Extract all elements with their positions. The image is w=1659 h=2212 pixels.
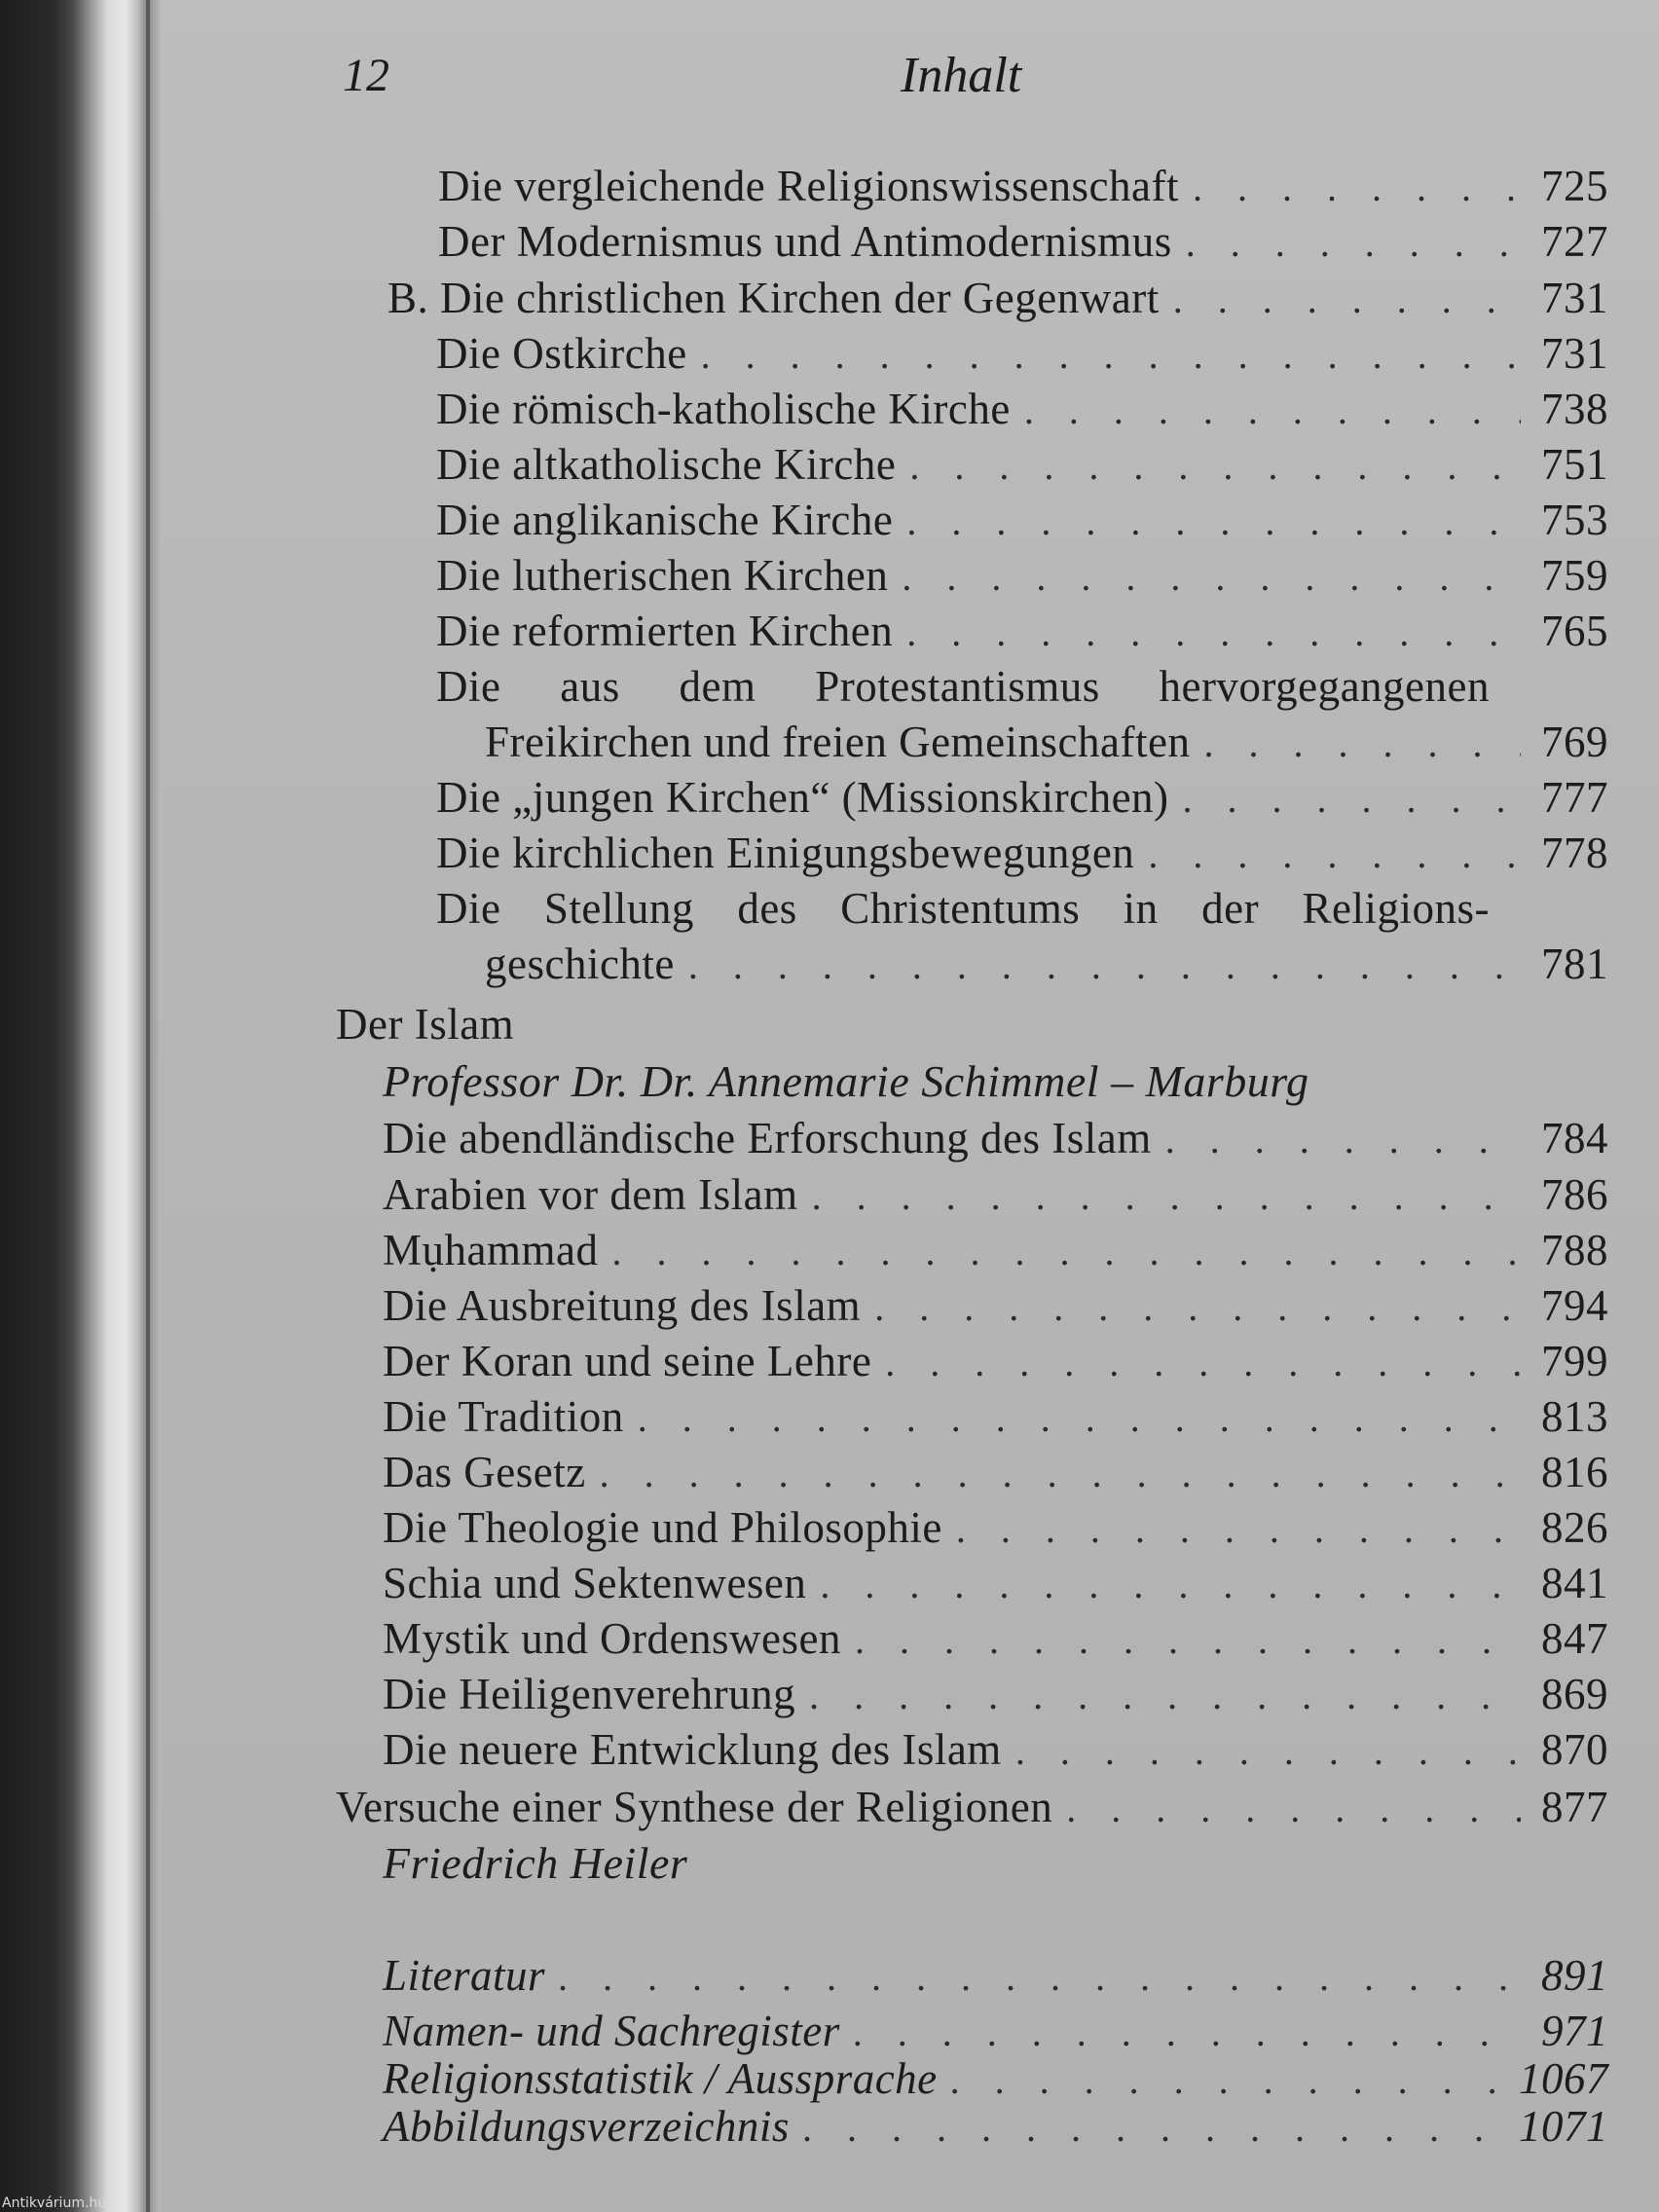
leader-dots	[1183, 772, 1521, 827]
toc-entry-title: Die Theologie und Philosophie	[383, 1503, 942, 1552]
toc-entry	[485, 715, 1608, 769]
chapter-heading: Der Islam	[336, 1000, 515, 1049]
toc-entry-title: Arabien vor dem Islam	[383, 1170, 798, 1219]
toc-entry-page: 870	[1541, 1725, 1608, 1774]
toc-entry	[383, 1556, 1608, 1610]
leader-dots	[600, 1447, 1521, 1501]
toc-entry-title: Der Modernismus und Antimodernismus	[438, 217, 1172, 266]
toc-entry-page: 891	[1541, 1951, 1608, 2000]
toc-entry-title: Die abendländische Erforschung des Islam	[383, 1114, 1152, 1162]
toc-entry-page: 759	[1541, 551, 1608, 600]
chapter-author: Friedrich Heiler	[383, 1838, 688, 1888]
toc-entry-page: 786	[1541, 1170, 1608, 1219]
page-title: Inhalt	[901, 48, 1022, 103]
toc-entry-title: Versuche einer Synthese der Religionen	[336, 1783, 1053, 1831]
watermark: Antikvárium.hu	[2, 2195, 107, 2211]
toc-appendix-entry	[383, 2099, 1608, 2154]
toc-entry-page: 826	[1541, 1503, 1608, 1552]
toc-entry-page: 725	[1541, 162, 1608, 210]
toc-entry	[383, 1389, 1608, 1444]
toc-entry-title: Religionsstatistik / Aussprache	[383, 2054, 938, 2103]
leader-dots	[1173, 273, 1521, 327]
toc-entry	[436, 770, 1608, 825]
toc-entry	[438, 159, 1608, 213]
leader-dots	[1193, 161, 1521, 215]
toc-entry-page: 841	[1541, 1559, 1608, 1607]
toc-entry	[383, 1111, 1608, 1165]
toc-entry-title: Freikirchen und freien Gemeinschaften	[485, 718, 1191, 766]
toc-entry	[436, 382, 1608, 436]
leader-dots	[885, 1336, 1521, 1390]
toc-entry	[485, 937, 1608, 991]
toc-entry-title: Die Ausbreitung des Islam	[383, 1281, 862, 1330]
toc-entry-title: Literatur	[383, 1951, 546, 2000]
toc-entry-page: 738	[1541, 385, 1608, 433]
toc-entry-page: 869	[1541, 1670, 1608, 1718]
toc-entry	[383, 1445, 1608, 1499]
toc-entry-title: Die anglikanische Kirche	[436, 496, 894, 544]
toc-entry-page: 769	[1541, 718, 1608, 766]
toc-entry-page: 799	[1541, 1337, 1608, 1385]
toc-entry-title: Namen- und Sachregister	[383, 2007, 840, 2055]
toc-entry-title: Die Tradition	[383, 1392, 624, 1441]
leader-dots	[803, 2101, 1501, 2156]
toc-entry-title: Mystik und Ordenswesen	[383, 1614, 841, 1663]
toc-entry-page: 794	[1541, 1281, 1608, 1330]
binding-line	[146, 0, 150, 2212]
toc-entry-page: 778	[1541, 829, 1608, 877]
toc-entry-title: Die kirchlichen Einigungsbewegungen	[436, 829, 1135, 877]
toc-entry	[438, 214, 1608, 269]
book-edge	[0, 0, 161, 2212]
toc-entry-page: 1071	[1519, 2102, 1608, 2151]
toc-section-heading	[387, 271, 1608, 325]
toc-entry-page: 781	[1541, 940, 1608, 988]
toc-entry-line1: Die aus dem Protestantismus hervorgegangenen	[436, 662, 1490, 711]
leader-dots	[1165, 1113, 1521, 1167]
toc-entry-title: Die Heiligenverehrung	[383, 1670, 796, 1718]
leader-dots	[902, 550, 1521, 605]
toc-entry-title: B. Die christlichen Kirchen der Gegenwart	[387, 274, 1160, 322]
leader-dots	[855, 1613, 1521, 1668]
toc-entry	[436, 326, 1608, 381]
toc-entry-page: 877	[1541, 1783, 1608, 1831]
toc-entry-page: 847	[1541, 1614, 1608, 1663]
toc-entry	[383, 1334, 1608, 1388]
toc-entry	[383, 1611, 1608, 1666]
leader-dots	[809, 1669, 1521, 1723]
toc-entry-page: 813	[1541, 1392, 1608, 1441]
toc-entry-title: Die Ostkirche	[436, 329, 687, 378]
toc-entry-title: Die römisch-katholische Kirche	[436, 385, 1011, 433]
toc-entry-page: 816	[1541, 1448, 1608, 1496]
leader-dots	[1203, 717, 1521, 771]
leader-dots	[909, 439, 1521, 494]
toc-entry-title: geschichte	[485, 940, 675, 988]
leader-dots	[906, 606, 1521, 660]
toc-entry	[383, 1167, 1608, 1222]
toc-entry-title: Das Gesetz	[383, 1448, 586, 1496]
toc-entry-page: 788	[1541, 1226, 1608, 1274]
toc-entry-page: 1067	[1519, 2054, 1608, 2103]
toc-entry-page: 727	[1541, 217, 1608, 266]
leader-dots	[638, 1391, 1521, 1446]
toc-entry	[383, 1278, 1608, 1333]
toc-entry	[436, 826, 1608, 880]
toc-appendix-entry	[383, 1948, 1608, 2003]
toc-entry-title: Die vergleichende Religionswissenschaft	[438, 162, 1179, 210]
leader-dots	[1148, 828, 1521, 882]
chapter-author: Professor Dr. Dr. Annemarie Schimmel – Marburg	[383, 1056, 1309, 1106]
toc-entry	[383, 1722, 1608, 1777]
toc-chapter-entry	[336, 1780, 1608, 1834]
toc-appendix-entry	[383, 2004, 1608, 2058]
leader-dots	[906, 495, 1521, 549]
toc-entry-title: Abbildungsverzeichnis	[383, 2102, 790, 2151]
toc-entry-page: 765	[1541, 607, 1608, 655]
toc-entry-title: Schia und Sektenwesen	[383, 1559, 807, 1607]
toc-entry-title: Die altkatholische Kirche	[436, 440, 897, 489]
leader-dots	[611, 1225, 1521, 1279]
toc-entry-page: 777	[1541, 773, 1608, 822]
toc-entry	[383, 1667, 1608, 1721]
toc-entry	[436, 604, 1608, 658]
leader-dots	[1015, 1724, 1521, 1779]
toc-entry-page: 731	[1541, 329, 1608, 378]
toc-entry-page: 751	[1541, 440, 1608, 489]
toc-entry-line1: Die Stellung des Christentums in der Religions-	[436, 884, 1490, 933]
toc-entry	[436, 548, 1608, 603]
leader-dots	[559, 1950, 1521, 2005]
toc-entry-title: Die reformierten Kirchen	[436, 607, 894, 655]
leader-dots	[1066, 1782, 1521, 1836]
toc-entry-page: 753	[1541, 496, 1608, 544]
leader-dots	[820, 1558, 1521, 1612]
toc-entry-page: 731	[1541, 274, 1608, 322]
leader-dots	[688, 939, 1521, 993]
toc-entry	[383, 1223, 1608, 1277]
leader-dots	[1024, 384, 1521, 438]
toc-entry-page: 971	[1541, 2007, 1608, 2055]
toc-entry	[436, 437, 1608, 492]
toc-entry-title: Die „jungen Kirchen“ (Missionskirchen)	[436, 773, 1169, 822]
leader-dots	[701, 328, 1521, 383]
toc-appendix-entry	[383, 2051, 1608, 2106]
leader-dots	[956, 1502, 1521, 1557]
toc-entry-title: Mụhammad	[383, 1226, 599, 1274]
leader-dots	[1186, 216, 1521, 271]
toc-entry	[436, 493, 1608, 547]
leader-dots	[812, 1169, 1521, 1224]
leader-dots	[874, 1280, 1521, 1335]
toc-entry-title: Der Koran und seine Lehre	[383, 1337, 872, 1385]
toc-entry-title: Die neuere Entwicklung des Islam	[383, 1725, 1002, 1774]
toc-entry-title: Die lutherischen Kirchen	[436, 551, 889, 600]
page-number: 12	[343, 50, 389, 101]
toc-entry-page: 784	[1541, 1114, 1608, 1162]
toc-entry	[383, 1500, 1608, 1555]
